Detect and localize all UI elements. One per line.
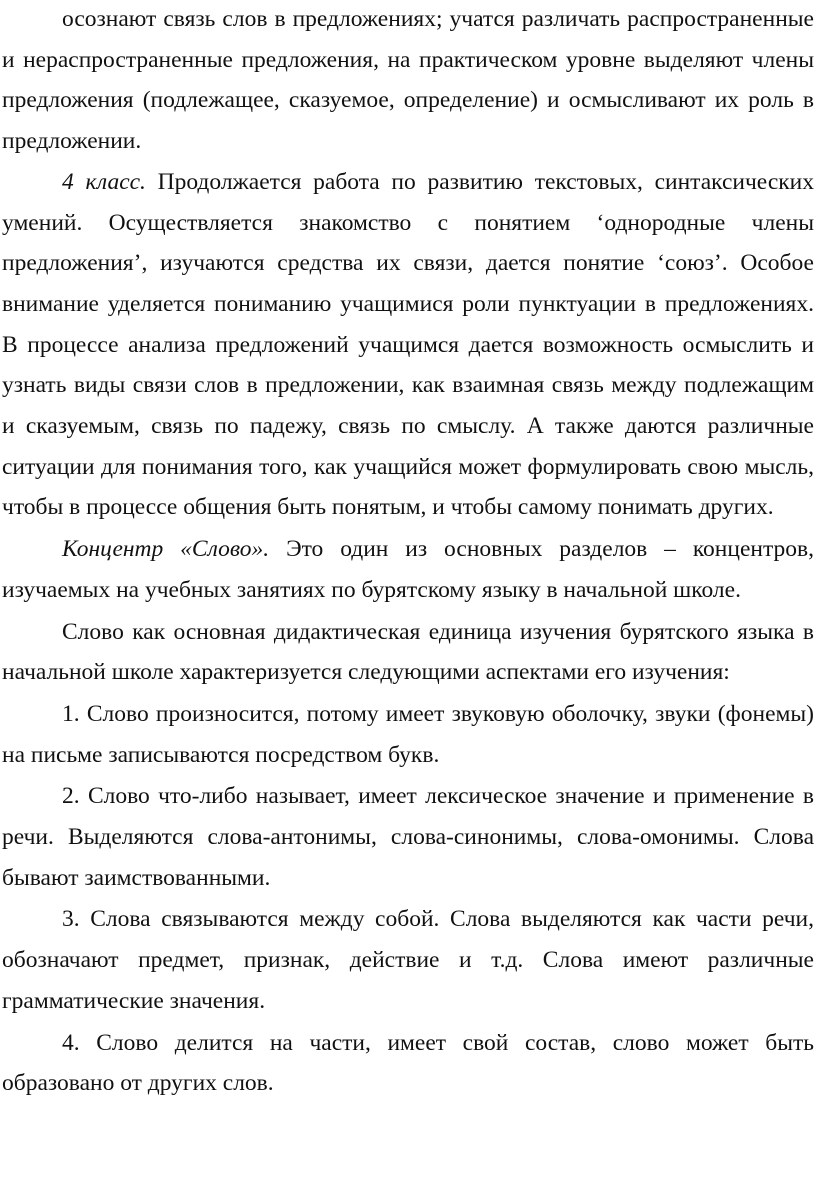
- list-item-3: [2, 899, 814, 1021]
- paragraph-text: 1. Слово произносится, потому имеет звуковую оболочку, звуки (фонемы) на письме записываются посредством букв.: [2, 700, 814, 768]
- paragraph-text: 2. Слово что-либо называет, имеет лексическое значение и применение в речи. Выделяются слова-антонимы, слова-синонимы, слова-омонимы. Слова бывают заимствованными.: [2, 783, 814, 891]
- list-item-2: [2, 776, 814, 898]
- paragraph-text: Слово как основная дидактическая единица изучения бурятского языка в начальной школе характеризуется следующими аспектами его изучения:: [2, 618, 814, 686]
- paragraph-lead-italic: 4 класс.: [62, 168, 146, 195]
- paragraph-continuation: [2, 0, 814, 162]
- paragraph-grade-4: [2, 162, 814, 528]
- list-item-1: [2, 694, 814, 775]
- paragraph-text: Продолжается работа по развитию текстовых, синтаксических умений. Осуществляется знакомство с понятием ‘однородные члены предложения’, изучаются средства их связи, дается понятие ‘союз’. Особое внимание уделяется пониманию учащимися роли пунктуации в предложениях. В процессе анализа предложений учащимся дается возможность осмыслить и узнать виды связи слов в предложении, как взаимная связь между подлежащим и сказуемым, связь по падежу, связь по смыслу. А также даются различные ситуации для понимания того, как учащийся может формулировать свою мысль, чтобы в процессе общения быть понятым, и чтобы самому понимать других.: [2, 168, 814, 521]
- list-item-4: [2, 1023, 814, 1104]
- paragraph-text: Это один из основных разделов – концентров, изучаемых на учебных занятиях по бурятскому языку в начальной школе.: [2, 536, 814, 603]
- paragraph-text: осознают связь слов в предложениях; учатся различать распространенные и нераспространенные предложения, на практическом уровне выделяют члены предложения (подлежащее, сказуемое, определение) и осмысливают их роль в предложении.: [2, 6, 814, 155]
- paragraph-text: 4. Слово делится на части, имеет свой состав, слово может быть образовано от других слов.: [2, 1029, 814, 1097]
- paragraph-word-aspects: [2, 612, 814, 693]
- paragraph-text: 3. Слова связываются между собой. Слова выделяются как части речи, обозначают предмет, признак, действие и т.д. Слова имеют различные грамматические значения.: [2, 906, 814, 1014]
- paragraph-lead-italic: Концентр «Слово».: [62, 536, 270, 563]
- paragraph-concentre-word: [2, 529, 814, 610]
